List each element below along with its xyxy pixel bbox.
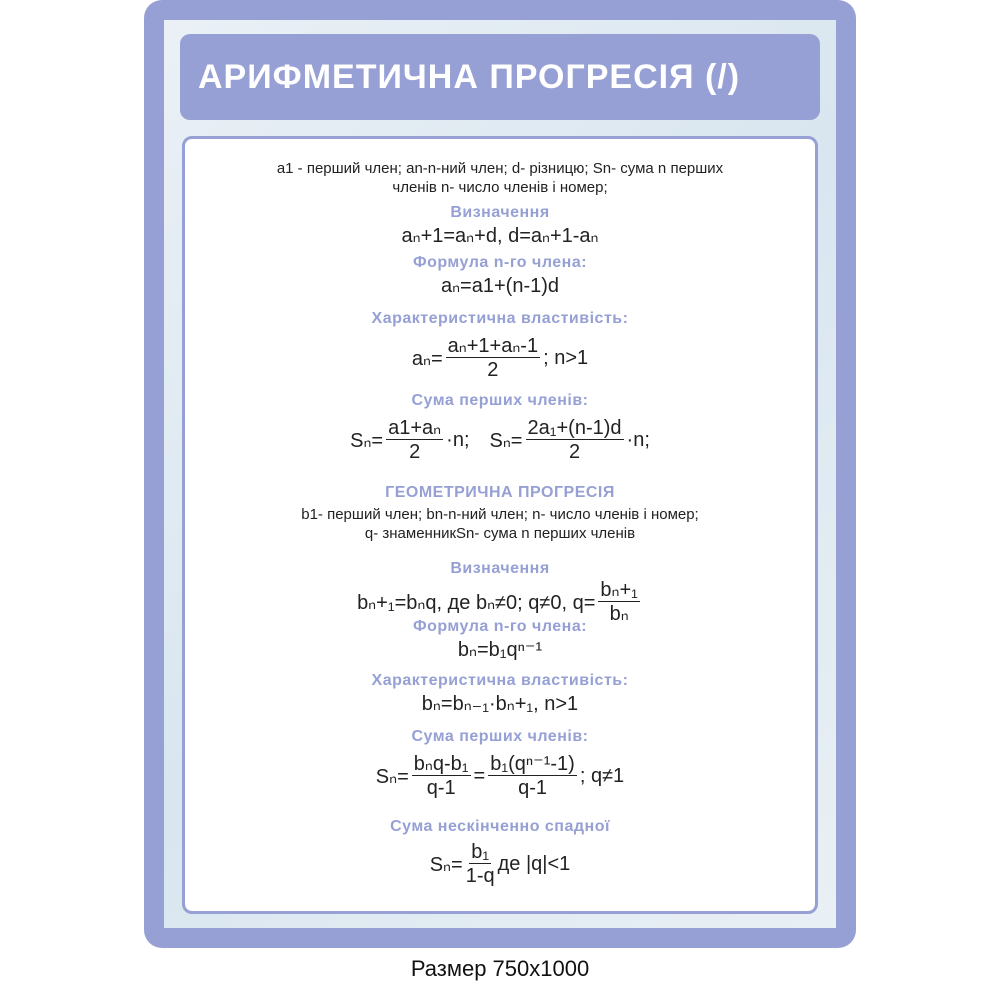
geometric-sum-heading: Сума перших членів:: [411, 728, 589, 745]
geometric-sum-fraction-1: [412, 753, 471, 800]
geometric-infinite-fraction: [466, 841, 495, 888]
geometric-sum-equals: =: [473, 765, 486, 787]
arithmetic-sum1-lhs: Sₙ=: [350, 430, 384, 452]
arithmetic-nth-heading: Формула n-го члена:: [412, 254, 588, 271]
arithmetic-sum2-fraction: [526, 417, 624, 464]
geometric-sum-formula: [185, 753, 815, 800]
geometric-intro-line-1: b1- перший член; bn-n-ний член; n- число членів і номер;: [301, 506, 699, 523]
arithmetic-sum-block: [185, 391, 815, 464]
arithmetic-char-lhs: aₙ=: [411, 348, 443, 370]
geometric-characteristic-heading: Характеристична властивість:: [371, 672, 629, 689]
arithmetic-definition-text: aₙ+1=aₙ+d, d=aₙ+1-aₙ: [401, 225, 599, 247]
arithmetic-nth-block: [185, 253, 815, 298]
arithmetic-sum2-lhs: Sₙ=: [489, 430, 523, 452]
geometric-heading: ГЕОМЕТРИЧНА ПРОГРЕСІЯ: [385, 484, 615, 501]
geometric-definition-block: [185, 559, 815, 626]
geometric-char-text: bₙ=bₙ₋₁·bₙ+₁, n>1: [421, 693, 579, 715]
size-caption: Размер 750x1000: [410, 956, 590, 981]
geometric-infinite-heading: Сума нескінченно спадноï: [390, 818, 610, 835]
arithmetic-nth-formula: [185, 273, 815, 298]
geometric-sum-numerator-2: b₁(qⁿ⁻¹-1): [490, 753, 575, 775]
arithmetic-intro-line-2: членів n- число членів і номер;: [392, 179, 608, 196]
poster-title: АРИФМЕТИЧНА ПРОГРЕСІЯ (/): [198, 57, 741, 96]
geometric-infinite-denominator: 1-q: [465, 865, 495, 887]
geometric-sum-block: [185, 727, 815, 800]
arithmetic-char-numerator: aₙ+1+aₙ-1: [447, 335, 539, 357]
geometric-infinite-formula: [185, 841, 815, 888]
arithmetic-characteristic-block: [185, 309, 815, 382]
arithmetic-sum2-rhs: ·n;: [626, 429, 650, 451]
arithmetic-sum1-numerator: a1+aₙ: [388, 417, 442, 439]
arithmetic-intro: [185, 159, 815, 197]
content-panel: [182, 136, 818, 914]
geometric-sum-denominator-1: q-1: [426, 777, 456, 799]
arithmetic-nth-text: aₙ=a1+(n-1)d: [440, 275, 560, 297]
geometric-sum-fraction-2: [488, 753, 577, 800]
arithmetic-characteristic-heading: Характеристична властивість:: [371, 310, 629, 327]
poster-frame: [144, 0, 856, 948]
geometric-sum-denominator-2: q-1: [518, 777, 547, 799]
arithmetic-char-rhs: ; n>1: [543, 347, 589, 369]
geometric-infinite-lhs: Sₙ=: [429, 854, 463, 876]
arithmetic-sum1-fraction: [386, 417, 443, 464]
arithmetic-char-fraction: [446, 335, 540, 382]
arithmetic-characteristic-formula: [185, 335, 815, 382]
geometric-definition-text: bₙ+₁=bₙq, де bₙ≠0; q≠0, q=: [357, 592, 596, 614]
geometric-nth-block: [185, 617, 815, 662]
geometric-definition-denominator: bₙ: [609, 603, 629, 625]
geometric-infinite-numerator: b₁: [471, 841, 490, 863]
geometric-definition-heading: Визначення: [450, 560, 550, 577]
geometric-sum-lhs: Sₙ=: [375, 766, 409, 788]
arithmetic-sum-formulas: [185, 417, 815, 464]
geometric-characteristic-block: [185, 671, 815, 716]
arithmetic-sum2-numerator: 2a₁+(n-1)d: [527, 417, 622, 439]
geometric-infinite-sum-block: [185, 817, 815, 888]
arithmetic-sum1-rhs: ·n;: [446, 429, 470, 451]
geometric-nth-text: bₙ=b₁qⁿ⁻¹: [457, 639, 543, 661]
geometric-intro-line-2: q- знаменникSn- сума n перших членів: [364, 525, 636, 542]
geometric-characteristic-formula: [185, 691, 815, 716]
arithmetic-sum1-denominator: 2: [409, 441, 421, 463]
arithmetic-char-denominator: 2: [487, 359, 499, 381]
arithmetic-definition-formula: [185, 223, 815, 248]
geometric-infinite-rhs: де |q|<1: [497, 853, 571, 875]
geometric-sum-rhs: ; q≠1: [579, 765, 625, 787]
geometric-sum-numerator-1: bₙq-b₁: [413, 753, 469, 775]
arithmetic-definition-block: [185, 203, 815, 248]
arithmetic-sum2-denominator: 2: [568, 441, 581, 463]
arithmetic-intro-line-1: a1 - перший член; an-n-ний член; d- різницю; Sn- сума n перших: [276, 160, 724, 177]
geometric-definition-numerator: bₙ+₁: [600, 579, 638, 601]
arithmetic-definition-heading: Визначення: [450, 204, 550, 221]
geometric-nth-heading: Формула n-го члена:: [412, 618, 588, 635]
title-bar: [180, 34, 820, 120]
geometric-nth-formula: [185, 637, 815, 662]
arithmetic-sum-heading: Сума перших членів:: [411, 392, 589, 409]
geometric-section: [185, 483, 815, 543]
